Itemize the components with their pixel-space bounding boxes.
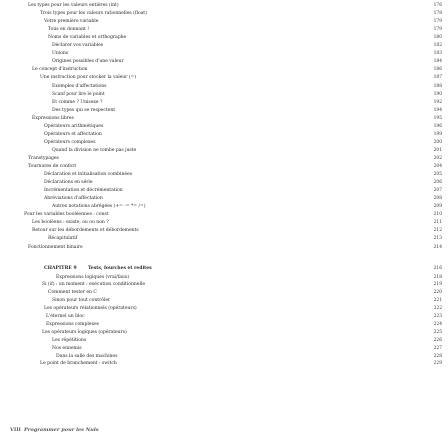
toc-entry-page: 218	[433, 274, 442, 280]
toc-entry-page: 210	[433, 212, 442, 218]
toc-entry-page: 186	[433, 67, 442, 73]
toc-entry-title: Trois types pour les valeurs rationnelles (float)	[40, 11, 147, 17]
toc-entry-page: 178	[433, 11, 442, 17]
toc-entry-title: Sinon pour tout contrôler	[52, 298, 111, 304]
toc-entry[interactable]	[0, 244, 448, 252]
toc-entry-title: Comment tester en C	[48, 290, 97, 296]
chapter-title: Tests, fourches et redites	[88, 265, 152, 271]
toc-entry-title: Noms de variables et orthographe	[48, 35, 127, 41]
toc-entry[interactable]	[0, 99, 448, 107]
toc-entry[interactable]	[0, 10, 448, 18]
toc-entry-page: 226	[433, 337, 442, 343]
toc-entry-page: 219	[433, 282, 442, 288]
toc-entry[interactable]	[0, 313, 448, 321]
toc-entry[interactable]	[0, 321, 448, 329]
toc-entry[interactable]	[0, 227, 448, 235]
toc-entry[interactable]	[0, 66, 448, 74]
toc-entry-page: 199	[433, 131, 442, 137]
toc-entry[interactable]	[0, 353, 448, 361]
toc-entry[interactable]	[0, 179, 448, 187]
toc-entry-page: 204	[433, 164, 442, 169]
toc-entry[interactable]	[0, 2, 448, 10]
toc-entry-title: Déclarer vos variables	[52, 43, 104, 49]
toc-entry-page: 200	[433, 139, 442, 145]
toc-entry-title: Le point de branchement : switch	[40, 361, 117, 367]
chapter-label: CHAPITRE 9	[44, 265, 77, 271]
toc-entry-title: Tournures de confort	[28, 164, 77, 169]
toc-entry[interactable]	[0, 34, 448, 42]
toc-entry-page: 220	[433, 290, 442, 296]
toc-entry[interactable]	[0, 18, 448, 26]
toc-entry-page: 207	[433, 188, 442, 194]
toc-entry[interactable]	[0, 83, 448, 91]
toc-entry-title: Déclarations en série	[44, 180, 93, 186]
toc-entry-page: 206	[433, 180, 442, 186]
toc-entry-page: 214	[433, 244, 442, 250]
toc-entry[interactable]	[0, 115, 448, 123]
toc-entry[interactable]	[0, 305, 448, 313]
toc-entry-page: 211	[433, 220, 442, 226]
toc-entry-title: Opérateurs arithmétiques	[44, 123, 104, 129]
toc-entry-title: Autres notations abrégées (+= -= *= /=)	[52, 204, 146, 210]
toc-entry[interactable]	[0, 360, 448, 368]
toc-entry-page: 229	[433, 361, 442, 367]
toc-entry-page: 182	[433, 43, 442, 49]
toc-entry-title: Opérateurs et affectation	[44, 131, 102, 137]
toc-entry-title: Dans la salle des machines	[56, 353, 118, 359]
toc-entry-title: Déclaration et initialisation combinées	[44, 172, 133, 178]
toc-entry-title: Expressions logiques (vrai/faux)	[56, 274, 130, 280]
chapter-page-number: 216	[433, 265, 442, 271]
toc-entry[interactable]	[0, 219, 448, 227]
toc-entry-title: Transtypages	[28, 155, 59, 161]
toc-entry-page: 176	[433, 3, 442, 8]
toc-entry[interactable]	[0, 297, 448, 305]
toc-entry-page: 179	[433, 27, 442, 33]
toc-entry-page: 208	[433, 196, 442, 202]
toc-entry-title: Les opérateurs relationnels (opérateurs)	[44, 306, 137, 312]
toc-entry[interactable]	[0, 58, 448, 66]
toc-entry[interactable]	[0, 345, 448, 353]
toc-entry-title: Récapitulatif	[48, 236, 78, 242]
toc-entry[interactable]	[0, 107, 448, 115]
toc-entry[interactable]	[0, 147, 448, 155]
toc-entry[interactable]	[0, 289, 448, 297]
toc-entry-title: Une instruction pour stocker la valeur (=)	[40, 75, 137, 81]
toc-entry[interactable]	[0, 171, 448, 179]
toc-entry-title: Origines possibles d'une valeur	[52, 59, 124, 65]
toc-entry-page: 184	[433, 59, 442, 65]
toc-entry-title: Et comme ? Unisexe ?	[52, 99, 103, 105]
toc-entry-page: 192	[433, 99, 442, 105]
toc-entry-page: 195	[433, 115, 442, 121]
toc-entry-page: 225	[433, 329, 442, 335]
toc-entry-title: Les opérateurs logiques (opérateurs)	[42, 329, 127, 335]
toc-entry-page: 212	[433, 228, 442, 234]
toc-entry-page: 194	[433, 107, 442, 113]
book-title: Programmer pour les Nuls	[24, 427, 99, 433]
toc-entry[interactable]	[0, 281, 448, 289]
toc-entry-title: Les types pour les valeurs entières (int)	[28, 3, 119, 8]
toc-entry-page: 213	[433, 236, 442, 242]
toc-entry-page: 188	[433, 83, 442, 89]
toc-entry-page: 179	[433, 19, 442, 25]
toc-entry[interactable]	[0, 203, 448, 211]
toc-entry-page: 183	[433, 51, 442, 57]
toc-entry-title: Quand la division ne tombe pas juste	[52, 147, 137, 153]
toc-entry-page: 223	[433, 314, 442, 320]
toc-entry[interactable]	[0, 123, 448, 131]
toc-entry-page: 202	[433, 155, 442, 161]
toc-entry-title: Opérateurs complexes	[44, 139, 96, 145]
toc-entry-title: Fonctionnement binaire	[28, 244, 83, 250]
toc-entry-page: 209	[433, 204, 442, 210]
toc-entry[interactable]	[0, 195, 448, 203]
toc-entry-page: 196	[433, 123, 442, 129]
toc-entry[interactable]	[0, 211, 448, 219]
toc-entry[interactable]	[0, 26, 448, 34]
toc-entry-page: 228	[433, 353, 442, 359]
toc-entry-title: Tous en donnant !	[48, 27, 90, 33]
toc-entry-page: 187	[433, 75, 442, 81]
toc-entry[interactable]	[0, 329, 448, 337]
toc-entry[interactable]	[0, 50, 448, 58]
page-number: VIII	[10, 427, 21, 433]
toc-entry-title: Votre première variable	[44, 19, 99, 25]
toc-entry[interactable]	[0, 131, 448, 139]
toc-entry-page: 190	[433, 91, 442, 97]
toc-entry-page: 222	[433, 306, 442, 312]
toc-entry[interactable]	[0, 91, 448, 99]
toc-entry-title: Le concept d'instruction	[32, 67, 88, 73]
toc-entry-page: 205	[433, 172, 442, 178]
toc-entry-page: 227	[433, 345, 442, 351]
toc-entry-title: Scanf pour lire le point	[52, 91, 105, 97]
toc-entry-page: 201	[433, 147, 442, 153]
toc-entry-page: 180	[433, 35, 442, 41]
page-footer	[0, 424, 448, 438]
toc-entry-title: Nos ennemis	[52, 345, 82, 351]
toc-entry-title: L'éternel un bloc	[46, 314, 85, 320]
toc-entry-page: 224	[433, 321, 442, 327]
toc-entry[interactable]	[0, 139, 448, 147]
toc-entry[interactable]	[0, 235, 448, 243]
toc-entry-title: Les booléens : existe, ou ou non ?	[32, 220, 109, 226]
toc-entry[interactable]	[0, 74, 448, 82]
toc-entry-title: Abréviations d'affectation	[44, 196, 103, 202]
toc-entry-title: Unions	[52, 51, 69, 57]
toc-entry-title: Les répétitions	[52, 337, 87, 343]
toc-entry-title: Expressions libres	[32, 115, 74, 121]
toc-entry-page: 221	[433, 298, 442, 304]
toc-entry-title: Exemples d'affectations	[52, 83, 107, 89]
toc-entry[interactable]	[0, 337, 448, 345]
toc-entry-title: Des types qui se respectent	[52, 107, 116, 113]
toc-entry[interactable]	[0, 155, 448, 163]
toc-entry[interactable]	[0, 163, 448, 171]
toc-entry-title: Si (if) : un moment : exécution conditionnelle	[42, 282, 145, 288]
toc-entry[interactable]	[0, 274, 448, 282]
toc-entry-title: Expressions complexes	[46, 321, 99, 327]
toc-entry-title: Pour les variables booléennes : const	[24, 212, 109, 218]
chapter-title-row[interactable]	[0, 265, 448, 273]
toc-entry-title: Retour sur les débordements et débordements	[32, 228, 139, 234]
toc-entry-title: Incrémentation et décrémentation	[44, 188, 123, 194]
toc-entry[interactable]	[0, 42, 448, 50]
toc-entry[interactable]	[0, 187, 448, 195]
